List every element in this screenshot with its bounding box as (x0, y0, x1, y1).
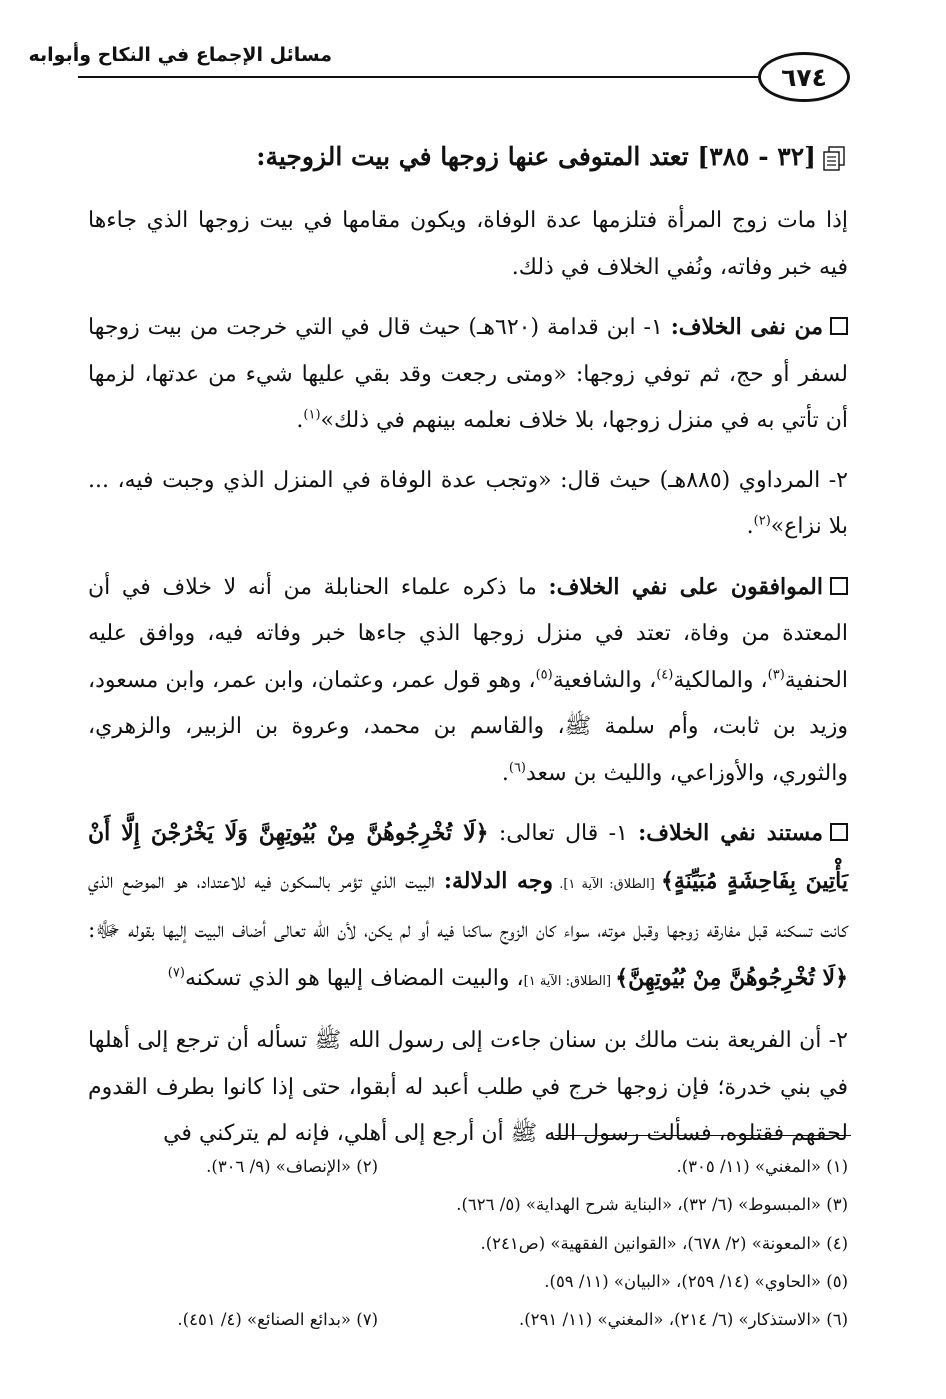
header-rule (78, 76, 842, 78)
footnote-ref[interactable]: (٥) (535, 667, 553, 683)
footnote-6: (٦) «الاستذكار» (٦/ ٢١٤)، «المغني» (١١/ ٢٩١). (518, 1310, 848, 1329)
section-title: [٣٢ - ٣٨٥] تعتد المتوفى عنها زوجها في بيت الزوجية: (256, 142, 816, 171)
punctuation: . (746, 514, 754, 539)
quran-verse: ﴿لَا تُخْرِجُوهُنَّ مِنْ بُيُوتِهِنَّ﴾ (615, 964, 848, 991)
punctuation: . (501, 760, 509, 786)
running-header-title: مسائل الإجماع في النكاح وأبوابه (28, 44, 332, 66)
footnote-7: (٧) «بدائع الصنائع» (٤/ ٤٥١). (177, 1310, 378, 1329)
intro-paragraph: إذا مات زوج المرأة فتلزمها عدة الوفاة، ويكون مقامها في بيت زوجها الذي جاءها فيه خبر وفاته، ونُفي الخلاف في ذلك. (88, 208, 848, 280)
paragraph-agreeing (88, 564, 848, 798)
paragraph-fariah: ٢- أن الفريعة بنت مالك بن سنان جاءت إلى رسول الله ﷺ تسأله أن ترجع إلى أهلها في بني خدرة؛ فإن زوجها خرج في طلب أعبد له أبقوا، حتى إذا كانوا بطرف القدوم لحقهم فقتلوه، فسألت رسول الله ﷺ أن أرجع إلى أهلي، فإنه لم يتركني في (88, 1028, 848, 1146)
footnote-ref[interactable]: (٦) (508, 760, 526, 776)
paragraph-text: ١- ابن قدامة (٦٢٠هـ) حيث قال في التي خرجت من بيت زوجها لسفر أو حج، ثم توفي زوجها: «ومتى رجعت وقد بقي عليها شيء من عدتها، لزمها أن تأتي به في منزل زوجها، بلا خلاف نعلمه بينهم في ذلك» (88, 315, 848, 433)
footnote-5: (٥) «الحاوي» (١٤/ ٢٥٩)، «البيان» (١١/ ٥٩). (544, 1272, 848, 1291)
checkbox-square-icon (830, 317, 848, 335)
paragraph-text: ، والمالكية (673, 667, 768, 693)
verse-reference: [الطلاق: الآية ١]. (553, 876, 661, 892)
page-number: ٦٧٤ (758, 52, 850, 102)
paragraph-text: ١- قال تعالى: (488, 821, 639, 846)
verse-reference: [الطلاق: الآية ١] (523, 973, 616, 989)
paragraph-text: ، وهو قول عمر، وعثمان، وابن عمر، وابن مسعود، وزيد بن ثابت، وأم سلمة ﷺ، والقاسم بن محمد، وعروة بن الزبير، والزهري، والثوري، والأوزاعي، والليث بن سعد (88, 667, 848, 786)
paragraph-text: ما ذكره علماء الحنابلة من أنه لا خلاف في أن المعتدة من وفاة، تعتد في منزل زوجها الذي جاءها خبر وفاته فيه، ووافق عليه الحنفية (88, 574, 848, 693)
paragraph-text: البيت الذي تؤمر بالسكون فيه للاعتداد، هو الموضع الذي كانت تسكنه قبل مفارقه زوجها وقبل موته، سواء كان الزوج ساكنا فيه أو لم يكن، لأن الله تعالى أضاف البيت إليها بقوله ﷻ: (88, 868, 848, 943)
quran-verse: ﴿لَا تُخْرِجُوهُنَّ مِنْ بُيُوتِهِنَّ وَلَا يَخْرُجْنَ إِلَّا أَنْ يَأْتِينَ بِفَاحِشَةٍ مُبَيِّنَةٍ﴾ (88, 820, 849, 894)
body-text (88, 198, 848, 1171)
paragraph-nafi (88, 304, 848, 445)
paragraph-text: ٢- المرداوي (٨٨٥هـ) حيث قال: «وتجب عدة الوفاة في المنزل الذي وجبت فيه، ... بلا نزاع» (88, 467, 848, 539)
paragraph-label: من نفى الخلاف: (670, 314, 824, 340)
footnote-ref[interactable]: (٢) (753, 513, 771, 529)
footnote-3: (٣) «المبسوط» (٦/ ٣٢)، «البناية شرح الهداية» (٥/ ٦٢٦). (456, 1195, 848, 1214)
footnote-2: (٢) «الإنصاف» (٩/ ٣٠٦). (206, 1157, 378, 1176)
footnote-ref[interactable]: (٣) (767, 667, 785, 683)
document-copy-icon (822, 146, 846, 172)
footnote-4: (٤) «المعونة» (٢/ ٦٧٨)، «القوانين الفقهية» (ص٢٤١). (480, 1234, 848, 1253)
checkbox-square-icon (830, 577, 848, 595)
punctuation: . (296, 408, 304, 433)
paragraph-text: ، والشافعية (552, 667, 657, 693)
checkbox-square-icon (830, 823, 848, 841)
paragraph-mardawi (88, 458, 848, 551)
evidence-label: وجه الدلالة: (443, 867, 554, 894)
paragraph-basis (88, 810, 848, 1005)
footnote-1: (١) «المغني» (١١/ ٣٠٥). (676, 1157, 848, 1176)
footnote-ref[interactable]: (١) (303, 407, 321, 423)
footnote-ref[interactable]: (٤) (656, 667, 674, 683)
footnote-ref[interactable]: (٧) (167, 965, 185, 981)
paragraph-label: مستند نفي الخلاف: (638, 820, 824, 846)
footnote-rule (555, 1135, 851, 1136)
paragraph-text: ، والبيت المضاف إليها هو الذي تسكنه (184, 965, 524, 991)
paragraph-label: الموافقون على نفي الخلاف: (548, 573, 823, 600)
